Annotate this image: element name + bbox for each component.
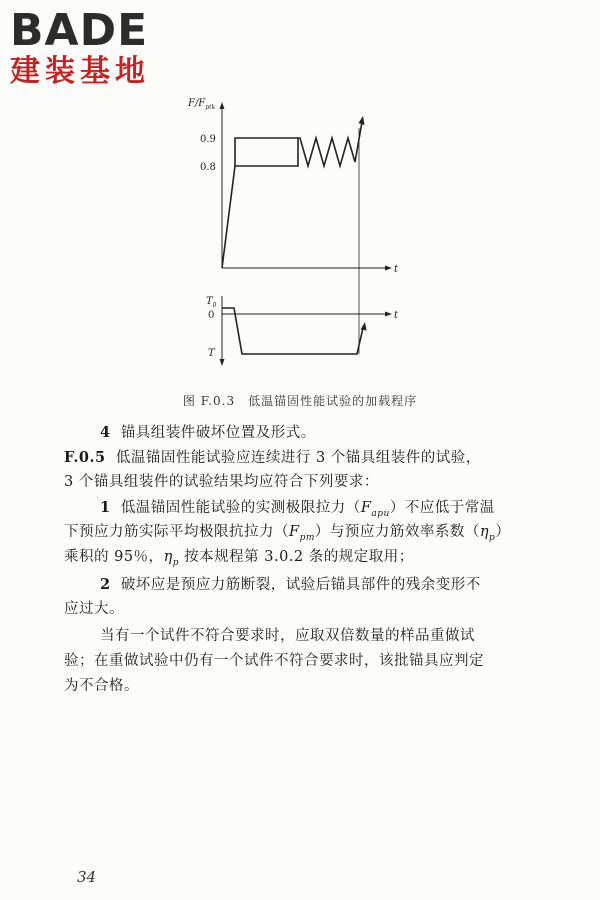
loading-procedure-figure — [160, 92, 420, 372]
upper-t-axis-arrow — [385, 266, 392, 271]
logo-subtitle: 建装基地 — [10, 54, 150, 89]
item-1-line3: 乘积的 95％，$\eta_p$ 按本规程第 3.0.2 条的规定取用； — [64, 549, 414, 568]
item-2-line1: 2 破坏应是预应力筋断裂，试验后锚具部件的残余变形不 — [100, 576, 481, 593]
retest-line3: 为不合格。 — [64, 678, 139, 694]
logo — [10, 6, 180, 90]
item-2-line2: 应过大。 — [64, 601, 124, 617]
load-curve-holding-09 — [235, 138, 298, 166]
retest-line2: 验；在重做试验中仍有一个试件不符合要求时，该批锚具应判定 — [64, 653, 484, 669]
temp-label-zero: 0 — [208, 310, 215, 321]
clause-f05-line2: 3 个锚具组装件的试验结果均应符合下列要求： — [64, 474, 379, 490]
clause-f05-number: F.0.5 — [64, 449, 106, 466]
logo-title: BADE — [10, 5, 149, 56]
temp-label-low: T — [208, 348, 215, 359]
tick-label-08: 0.8 — [200, 162, 216, 173]
item-4-text: 锚具组装件破坏位置及形式。 — [120, 425, 316, 441]
retest-line1: 当有一个试件不符合要求时，应取双倍数量的样品重做试 — [100, 628, 475, 644]
t-axis-label: t — [394, 264, 399, 275]
temp-label-t0: $T_0$ — [206, 296, 217, 309]
figure-caption: 图 F.0.3 低温锚固性能试验的加载程序 — [182, 394, 418, 408]
item-2-number: 2 — [100, 576, 111, 593]
item-1-line2: 下预应力筋实际平均极限抗拉力$(F_{pm})$与预应力筋效率系数$(\eta_p)$ — [64, 524, 511, 543]
lower-t-axis-arrow — [385, 312, 392, 317]
page-number: 34 — [77, 868, 97, 886]
item-4 — [100, 420, 316, 446]
temperature-curve-arrow — [361, 322, 367, 331]
item-4-number: 4 — [100, 424, 111, 441]
load-curve-arrow — [359, 116, 365, 125]
lower-y-axis-arrow — [220, 359, 225, 366]
tick-label-09: 0.9 — [200, 134, 216, 145]
y-axis-label: $F/F_{ptk}$ — [188, 98, 216, 111]
t-axis-label-2: t — [394, 310, 399, 321]
temperature-curve — [222, 308, 363, 354]
load-curve — [222, 122, 362, 268]
item-1-number: 1 — [100, 499, 111, 516]
upper-y-axis-arrow — [220, 102, 225, 109]
clause-f05-line1: F.0.5 低温锚固性能试验应连续进行 3 个锚具组装件的试验， — [64, 449, 481, 466]
item-1-line1: 1 低温锚固性能试验的实测极限拉力$(F_{apu})$不应低于常温 — [100, 499, 495, 519]
